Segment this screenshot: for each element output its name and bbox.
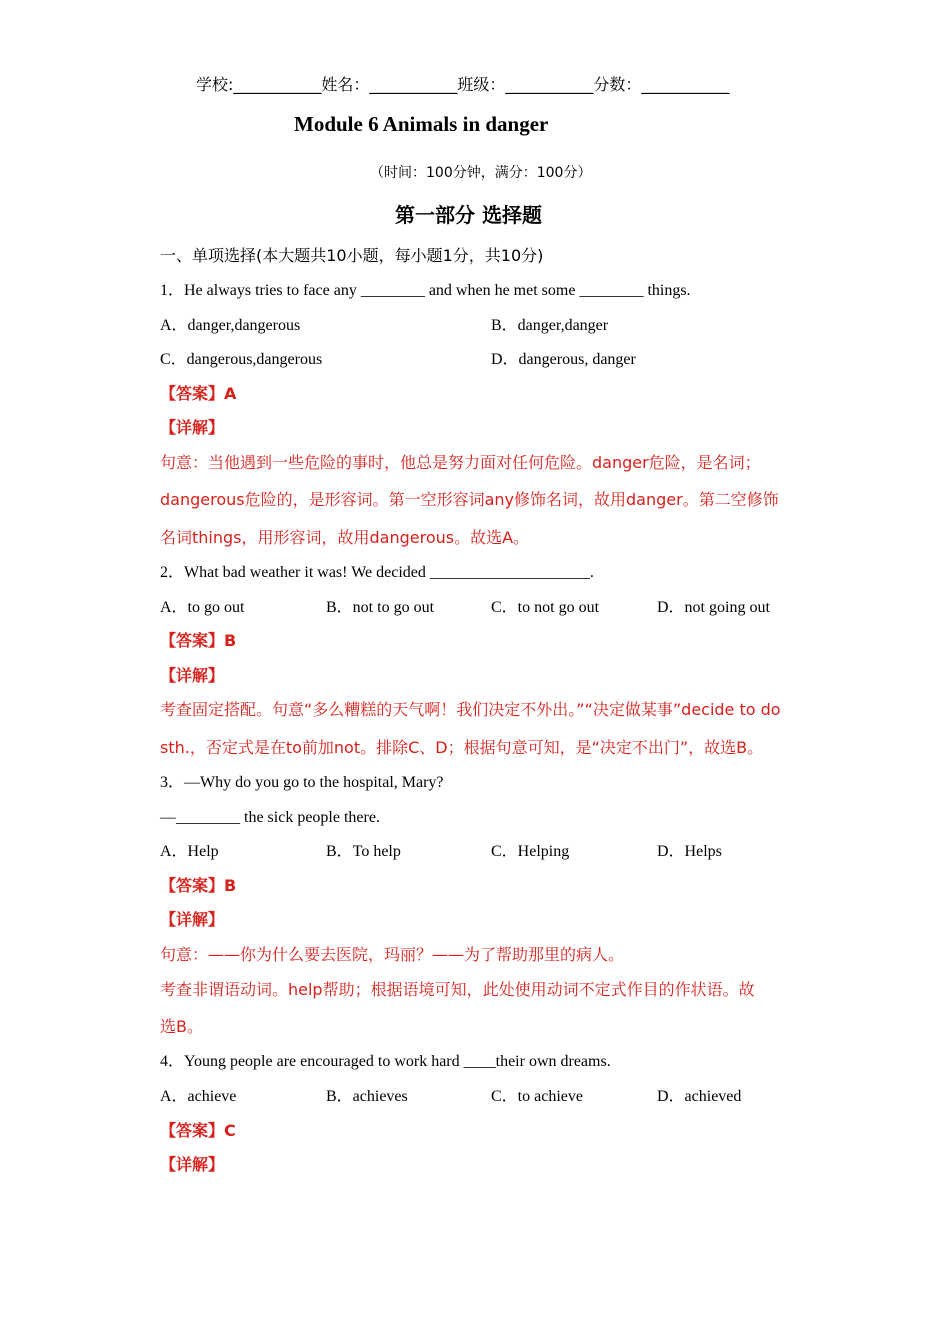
question-4-option-d: D．achieved [657, 1088, 742, 1105]
question-1-option-a: A．danger,dangerous [160, 317, 301, 334]
question-4-option-a: A．achieve [160, 1088, 237, 1105]
question-3-option-b: B．To help [326, 843, 401, 860]
question-1-answer: 【答案】A [160, 384, 237, 403]
question-2-option-b: B．not to go out [326, 599, 435, 616]
question-4-answer: 【答案】C [160, 1121, 236, 1140]
question-1-explanation-line: dangerous危险的，是形容词。第一空形容词any修饰名词，故用danger。第二空修饰 [160, 490, 779, 509]
question-1-stem: 1．He always tries to face any ________ and when he met some ________ things. [160, 282, 691, 299]
page-title: Module 6 Animals in danger [294, 112, 549, 136]
question-2-explanation-line: sth.，否定式是在to前加not。排除C、D；根据句意可知，是“决定不出门”，故选B。 [160, 738, 764, 757]
question-1-explanation-line: 句意：当他遇到一些危险的事时，他总是努力面对任何危险。danger危险，是名词； [160, 453, 761, 472]
question-3-stem-reply: —________ the sick people there. [160, 809, 380, 826]
question-2-option-d: D．not going out [657, 599, 770, 616]
question-1-option-d: D．dangerous, danger [491, 351, 636, 368]
section-title: 一、单项选择(本大题共10小题，每小题1分，共10分) [160, 246, 544, 265]
question-2-stem: 2．What bad weather it was! We decided ____________________. [160, 564, 594, 581]
question-4-stem: 4．Young people are encouraged to work hard ____their own dreams. [160, 1053, 611, 1070]
question-1-detail-label: 【详解】 [160, 418, 225, 437]
question-3-option-a: A．Help [160, 843, 219, 860]
question-1-option-b: B．danger,danger [491, 317, 609, 334]
subtitle: （时间：100分钟，满分：100分） [370, 165, 592, 181]
question-3-option-d: D．Helps [657, 843, 722, 860]
question-1-option-c: C．dangerous,dangerous [160, 351, 323, 368]
question-3-explanation-line: 选B。 [160, 1017, 203, 1036]
question-3-explanation-line: 句意：——你为什么要去医院，玛丽？——为了帮助那里的病人。 [160, 945, 625, 964]
question-2-answer: 【答案】B [160, 631, 237, 650]
question-2-option-a: A．to go out [160, 599, 245, 616]
question-2-explanation-line: 考查固定搭配。句意“多么糟糕的天气啊！我们决定不外出。”“决定做某事”decide to do [160, 700, 781, 719]
part-title: 第一部分 选择题 [395, 203, 542, 227]
question-1-explanation-line: 名词things，用形容词，故用dangerous。故选A。 [160, 528, 530, 547]
question-2-detail-label: 【详解】 [160, 666, 225, 685]
question-4-option-b: B．achieves [326, 1088, 408, 1105]
question-4-option-c: C．to achieve [491, 1088, 583, 1105]
question-3-option-c: C．Helping [491, 843, 570, 860]
question-2-option-c: C．to not go out [491, 599, 600, 616]
question-3-answer: 【答案】B [160, 876, 237, 895]
question-3-detail-label: 【详解】 [160, 910, 225, 929]
info-line: 学校:___________姓名：___________班级：___________分数：___________ [196, 75, 730, 94]
question-3-explanation-line: 考查非谓语动词。help帮助；根据语境可知，此处使用动词不定式作目的作状语。故 [160, 980, 755, 999]
question-3-stem: 3．—Why do you go to the hospital, Mary? [160, 774, 444, 791]
question-4-detail-label: 【详解】 [160, 1155, 225, 1174]
